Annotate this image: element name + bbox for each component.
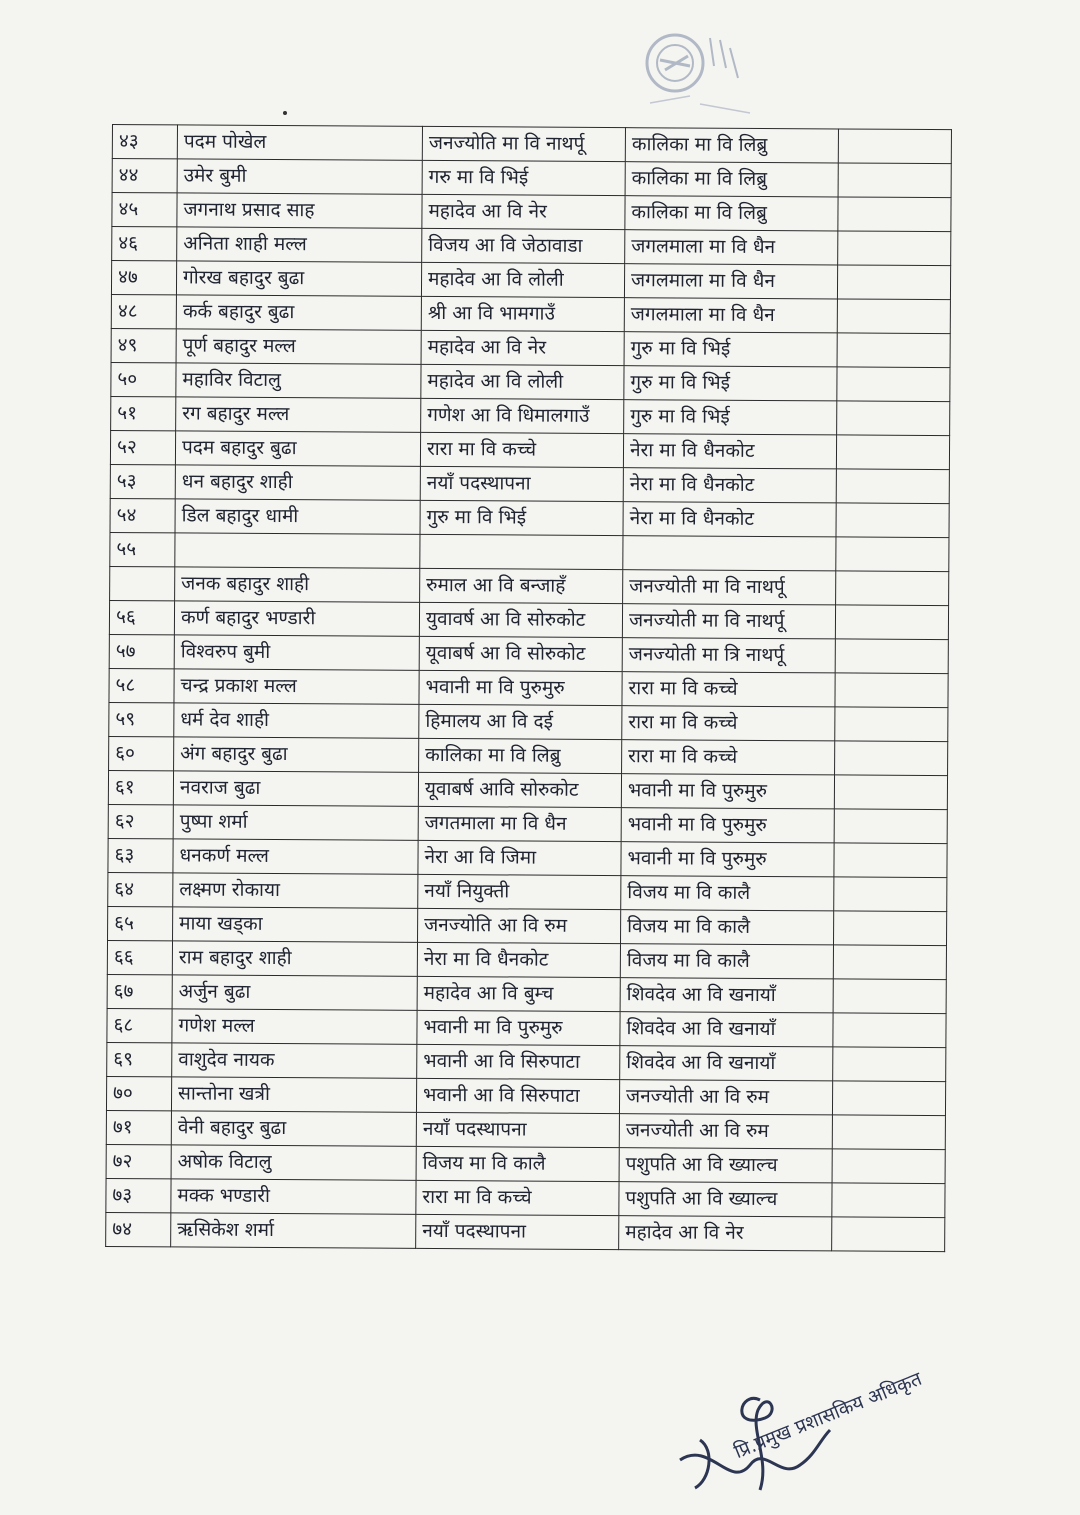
table-row	[112, 159, 951, 198]
transfer-school-cell: शिवदेव आ वि खनायाँ	[620, 1046, 833, 1081]
teacher-name-cell: कर्ण बहादुर भण्डारी	[174, 601, 419, 636]
transfer-school-cell: महादेव आ वि नेर	[619, 1216, 832, 1251]
remarks-cell	[833, 911, 946, 946]
teacher-name-cell: कर्क बहादुर बुढा	[176, 295, 421, 330]
remarks-cell	[836, 469, 949, 504]
current-school-cell: महादेव आ वि लोली	[421, 364, 624, 399]
current-school-cell: गुरु मा वि भिई	[420, 500, 623, 535]
ink-dot	[283, 111, 287, 115]
teacher-name-cell: जगनाथ प्रसाद साह	[177, 193, 422, 228]
teacher-name-cell: धनकर्ण मल्ल	[173, 839, 418, 874]
remarks-cell	[838, 163, 951, 198]
remarks-cell	[833, 1047, 946, 1082]
serial-number-cell: ४५	[112, 193, 177, 227]
remarks-cell	[838, 231, 951, 266]
serial-number-cell: ५९	[109, 702, 174, 736]
remarks-cell	[836, 537, 949, 572]
teacher-name-cell: माया खड्का	[173, 907, 418, 942]
current-school-cell: रारा मा वि कच्चे	[420, 432, 623, 467]
table-row	[108, 872, 947, 911]
current-school-cell: भवानी आ वि सिरुपाटा	[416, 1078, 619, 1113]
table-row	[111, 362, 950, 401]
serial-number-cell: ४३	[112, 125, 177, 159]
transfer-school-cell: रारा मा वि कच्चे	[622, 672, 835, 707]
table-row	[110, 464, 949, 503]
remarks-cell	[833, 1013, 946, 1048]
teacher-name-cell: पदम बहादुर बुढा	[175, 431, 420, 466]
transfer-school-cell: जनज्योती आ वि रुम	[619, 1114, 832, 1149]
teacher-name-cell: पूर्ण बहादुर मल्ल	[176, 329, 421, 364]
current-school-cell: नेरा मा वि धैनकोट	[417, 942, 620, 977]
transfer-school-cell: भवानी मा वि पुरुमुरु	[621, 774, 834, 809]
remarks-cell	[836, 435, 949, 470]
table-row	[106, 1076, 945, 1115]
teacher-name-cell: धन बहादुर शाही	[175, 465, 420, 500]
table-row	[107, 1008, 946, 1047]
current-school-cell: महादेव आ वि बुम्च	[417, 976, 620, 1011]
serial-number-cell: ६९	[107, 1042, 172, 1076]
remarks-cell	[832, 1081, 945, 1116]
current-school-cell: जनज्योति मा वि नाथर्पू	[422, 126, 625, 161]
current-school-cell: यूवाबर्ष आ वि सोरुकोट	[419, 636, 622, 671]
table-row	[108, 906, 947, 945]
serial-number-cell: ५६	[109, 600, 174, 634]
remarks-cell	[832, 1149, 945, 1184]
transfer-school-cell: विजय मा वि कालै	[621, 910, 834, 945]
teacher-name-cell: सान्तोना खत्री	[171, 1077, 416, 1112]
current-school-cell: महादेव आ वि नेर	[422, 194, 625, 229]
transfer-school-cell: जगलमाला मा वि धैन	[625, 230, 838, 265]
table-row	[111, 396, 950, 435]
serial-number-cell	[110, 566, 175, 600]
serial-number-cell: ४६	[112, 227, 177, 261]
serial-number-cell: ५३	[110, 464, 175, 498]
teacher-name-cell: धर्म देव शाही	[174, 703, 419, 738]
teacher-name-cell: वेनी बहादुर बुढा	[171, 1111, 416, 1146]
table-row	[110, 430, 949, 469]
current-school-cell: नयाँ पदस्थापना	[416, 1112, 619, 1147]
transfer-school-cell: भवानी मा वि पुरुमुरु	[621, 842, 834, 877]
table-row	[109, 668, 948, 707]
teacher-name-cell	[175, 533, 420, 568]
table-row	[106, 1110, 945, 1149]
transfer-school-cell: शिवदेव आ वि खनायाँ	[620, 1012, 833, 1047]
teacher-name-cell: गोरख बहादुर बुढा	[176, 261, 421, 296]
teacher-name-cell: महाविर विटालु	[176, 363, 421, 398]
transfer-table	[105, 124, 952, 1252]
current-school-cell	[420, 534, 623, 569]
serial-number-cell: ६४	[108, 872, 173, 906]
remarks-cell	[837, 299, 950, 334]
remarks-cell	[836, 503, 949, 538]
remarks-cell	[836, 571, 949, 606]
remarks-cell	[834, 877, 947, 912]
current-school-cell: भवानी आ वि सिरुपाटा	[417, 1044, 620, 1079]
transfer-school-cell: जगलमाला मा वि धैन	[624, 298, 837, 333]
current-school-cell: भवानी मा वि पुरुमुरु	[417, 1010, 620, 1045]
teacher-name-cell: वाशुदेव नायक	[172, 1043, 417, 1078]
table-row	[107, 974, 946, 1013]
current-school-cell: रुमाल आ वि बन्जाहँ	[420, 568, 623, 603]
serial-number-cell: ७२	[106, 1144, 171, 1178]
teacher-name-cell: जनक बहादुर शाही	[175, 567, 420, 602]
serial-number-cell: ७०	[106, 1076, 171, 1110]
office-stamp-seal	[630, 18, 770, 118]
table-row	[112, 193, 951, 232]
transfer-school-cell: कालिका मा वि लिब्रु	[625, 196, 838, 231]
remarks-cell	[837, 265, 950, 300]
serial-number-cell: ५०	[111, 362, 176, 396]
current-school-cell: यूवाबर्ष आवि सोरुकोट	[418, 772, 621, 807]
teacher-name-cell: ऋसिकेश शर्मा	[171, 1213, 416, 1248]
serial-number-cell: ६७	[107, 974, 172, 1008]
transfer-school-cell: पशुपति आ वि ख्याल्च	[619, 1148, 832, 1183]
teacher-name-cell: पुष्पा शर्मा	[173, 805, 418, 840]
current-school-cell: गणेश आ वि धिमालगाउँ	[421, 398, 624, 433]
current-school-cell: नयाँ पदस्थापना	[420, 466, 623, 501]
serial-number-cell: ६२	[108, 804, 173, 838]
current-school-cell: भवानी मा वि पुरुमुरु	[419, 670, 622, 705]
table-row	[110, 498, 949, 537]
teacher-name-cell: गणेश मल्ल	[172, 1009, 417, 1044]
current-school-cell: गरु मा वि भिई	[422, 160, 625, 195]
current-school-cell: विजय मा वि कालै	[416, 1146, 619, 1181]
transfer-school-cell: नेरा मा वि धैनकोट	[623, 434, 836, 469]
remarks-cell	[832, 1217, 945, 1252]
remarks-cell	[833, 945, 946, 980]
remarks-cell	[834, 843, 947, 878]
table-row	[110, 566, 949, 605]
transfer-school-cell: गुरु मा वि भिई	[624, 366, 837, 401]
remarks-cell	[835, 605, 948, 640]
serial-number-cell: ४७	[111, 261, 176, 295]
table-row	[107, 1042, 946, 1081]
transfer-school-cell: शिवदेव आ वि खनायाँ	[620, 978, 833, 1013]
current-school-cell: नेरा आ वि जिमा	[418, 840, 621, 875]
remarks-cell	[837, 333, 950, 368]
signature-title: प्रि.प्रमुख प्रशासकिय अधिकृत	[731, 1367, 925, 1464]
remarks-cell	[835, 673, 948, 708]
table-row	[106, 1212, 945, 1251]
transfer-school-cell: कालिका मा वि लिब्रु	[625, 162, 838, 197]
serial-number-cell: ६५	[108, 906, 173, 940]
serial-number-cell: ५८	[109, 668, 174, 702]
current-school-cell: रारा मा वि कच्चे	[416, 1180, 619, 1215]
current-school-cell: हिमालय आ वि दई	[419, 704, 622, 739]
table-row	[108, 770, 947, 809]
table-row	[106, 1144, 945, 1183]
table-row	[106, 1178, 945, 1217]
teacher-name-cell: विश्वरुप बुमी	[174, 635, 419, 670]
remarks-cell	[835, 639, 948, 674]
transfer-school-cell: कालिका मा वि लिब्रु	[625, 128, 838, 163]
transfer-school-cell: पशुपति आ वि ख्याल्च	[619, 1182, 832, 1217]
serial-number-cell: ५१	[111, 396, 176, 430]
table-row	[112, 125, 951, 164]
serial-number-cell: ५४	[110, 498, 175, 532]
current-school-cell: श्री आ वि भामगाउँ	[421, 296, 624, 331]
remarks-cell	[833, 979, 946, 1014]
table-row	[109, 702, 948, 741]
teacher-name-cell: अषोक विटालु	[171, 1145, 416, 1180]
transfer-school-cell: नेरा मा वि धैनकोट	[623, 468, 836, 503]
transfer-school-cell: जगलमाला मा वि धैन	[624, 264, 837, 299]
remarks-cell	[837, 401, 950, 436]
transfer-school-cell: जनज्योती मा वि नाथर्पू	[623, 570, 836, 605]
transfer-school-cell: भवानी मा वि पुरुमुरु	[621, 808, 834, 843]
current-school-cell: नयाँ पदस्थापना	[416, 1214, 619, 1249]
current-school-cell: महादेव आ वि लोली	[421, 262, 624, 297]
remarks-cell	[835, 741, 948, 776]
serial-number-cell: ५२	[110, 430, 175, 464]
teacher-name-cell: मक्क भण्डारी	[171, 1179, 416, 1214]
table-row	[112, 227, 951, 266]
serial-number-cell: ६०	[109, 736, 174, 770]
teacher-name-cell: रग बहादुर मल्ल	[176, 397, 421, 432]
remarks-cell	[838, 129, 951, 164]
remarks-cell	[837, 367, 950, 402]
table-row	[109, 600, 948, 639]
table-row	[108, 838, 947, 877]
transfer-school-cell: गुरु मा वि भिई	[624, 332, 837, 367]
serial-number-cell: ५७	[109, 634, 174, 668]
serial-number-cell: ५५	[110, 532, 175, 566]
table-row	[111, 294, 950, 333]
transfer-school-cell: विजय मा वि कालै	[621, 876, 834, 911]
table-row	[109, 634, 948, 673]
transfer-school-cell: गुरु मा वि भिई	[624, 400, 837, 435]
table-row	[107, 940, 946, 979]
teacher-name-cell: अर्जुन बुढा	[172, 975, 417, 1010]
serial-number-cell: ७१	[106, 1110, 171, 1144]
teacher-name-cell: राम बहादुर शाही	[172, 941, 417, 976]
current-school-cell: महादेव आ वि नेर	[421, 330, 624, 365]
remarks-cell	[832, 1183, 945, 1218]
remarks-cell	[835, 707, 948, 742]
transfer-school-cell: नेरा मा वि धैनकोट	[623, 502, 836, 537]
current-school-cell: कालिका मा वि लिब्रु	[419, 738, 622, 773]
current-school-cell: विजय आ वि जेठावाडा	[422, 228, 625, 263]
current-school-cell: जनज्योति आ वि रुम	[418, 908, 621, 943]
serial-number-cell: ४८	[111, 294, 176, 328]
teacher-name-cell: नवराज बुढा	[173, 771, 418, 806]
serial-number-cell: ६६	[107, 940, 172, 974]
table-row	[111, 261, 950, 300]
current-school-cell: युवावर्ष आ वि सोरुकोट	[419, 602, 622, 637]
serial-number-cell: ४४	[112, 159, 177, 193]
table-row	[110, 532, 949, 571]
serial-number-cell: ७३	[106, 1178, 171, 1212]
remarks-cell	[838, 197, 951, 232]
serial-number-cell: ६१	[108, 770, 173, 804]
table-row	[111, 328, 950, 367]
transfer-school-cell	[623, 536, 836, 571]
current-school-cell: नयाँ नियुक्ती	[418, 874, 621, 909]
teacher-name-cell: अनिता शाही मल्ल	[177, 227, 422, 262]
teacher-name-cell: चन्द्र प्रकाश मल्ल	[174, 669, 419, 704]
serial-number-cell: ७४	[106, 1212, 171, 1246]
serial-number-cell: ४९	[111, 328, 176, 362]
teacher-name-cell: पदम पोखेल	[177, 125, 422, 160]
teacher-name-cell: डिल बहादुर धामी	[175, 499, 420, 534]
table-row	[108, 804, 947, 843]
transfer-school-cell: रारा मा वि कच्चे	[622, 706, 835, 741]
transfer-school-cell: जनज्योती आ वि रुम	[619, 1080, 832, 1115]
teacher-name-cell: अंग बहादुर बुढा	[174, 737, 419, 772]
teacher-name-cell: लक्ष्मण रोकाया	[173, 873, 418, 908]
transfer-school-cell: जनज्योती मा वि नाथर्पू	[622, 604, 835, 639]
remarks-cell	[834, 775, 947, 810]
serial-number-cell: ६३	[108, 838, 173, 872]
transfer-school-cell: विजय मा वि कालै	[620, 944, 833, 979]
transfer-school-cell: रारा मा वि कच्चे	[622, 740, 835, 775]
transfer-school-cell: जनज्योती मा त्रि नाथर्पू	[622, 638, 835, 673]
current-school-cell: जगतमाला मा वि धैन	[418, 806, 621, 841]
remarks-cell	[832, 1115, 945, 1150]
remarks-cell	[834, 809, 947, 844]
teacher-name-cell: उमेर बुमी	[177, 159, 422, 194]
serial-number-cell: ६८	[107, 1008, 172, 1042]
table-row	[109, 736, 948, 775]
